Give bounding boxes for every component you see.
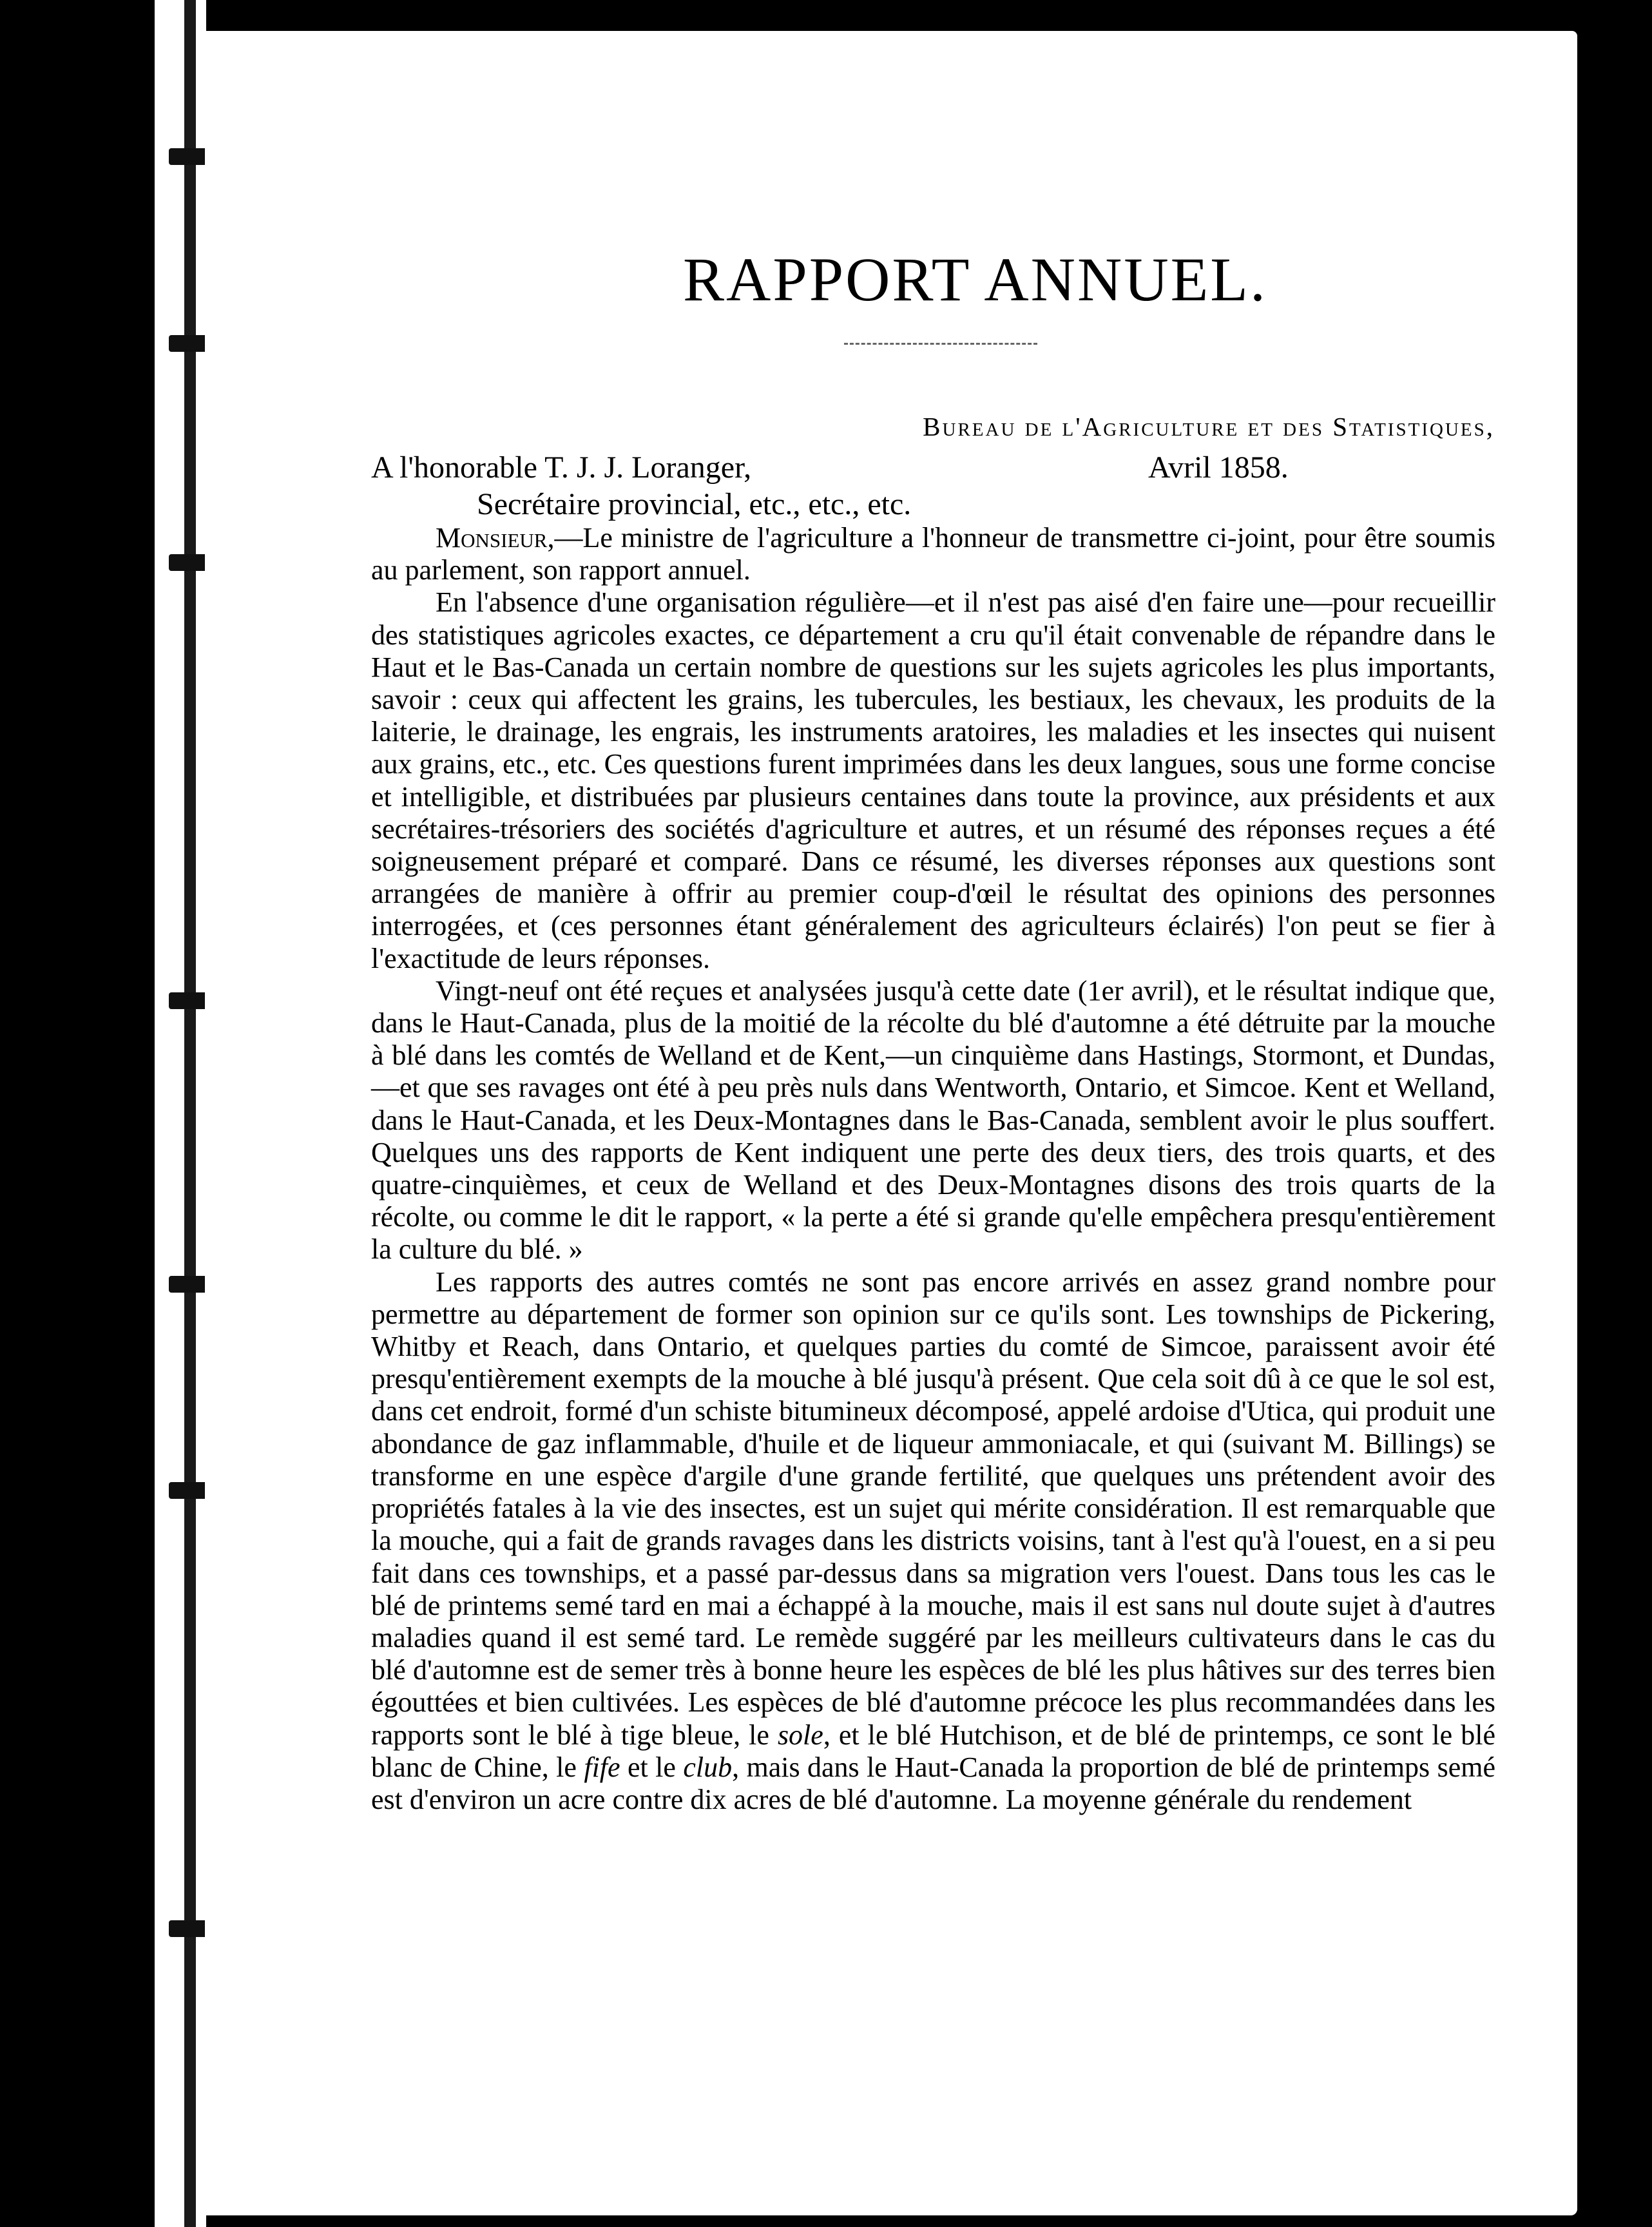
paragraph-1-text: —Le ministre de l'agriculture a l'honneur de transmettre ci-joint, pour être soumis au parlement, son rapport annuel. [371, 522, 1495, 586]
binding-thread [184, 0, 196, 2227]
term-fife: fife [584, 1751, 620, 1783]
addressee: A l'honorable T. J. J. Loranger, [371, 450, 752, 485]
binding-strip [155, 0, 206, 2227]
addressee-title: Secrétaire provincial, etc., etc., etc. [477, 487, 912, 521]
page-title: RAPPORT ANNUEL. [683, 245, 1267, 314]
paragraph-2: En l'absence d'une organisation régulière—et il n'est pas aisé d'en faire une—pour recueillir des statistiques agricoles exactes, ce département a cru qu'il était convenable de répandre dans le Haut et le Bas-Canada un certain nombre de questions sur les sujets agricoles les plus importants, savoir : ceux qui affectent les grains, les tubercules, les bestiaux, les chevaux, les produits de la laiterie, le drainage, les engrais, les instruments aratoires, les maladies et les insectes qui nuisent aux grains, etc., etc. Ces questions furent imprimées dans les deux langues, sous une forme concise et intelligible, et distribuées par plusieurs centaines dans toute la province, aux présidents et aux secrétaires-trésoriers des sociétés d'agriculture et autres, et un résumé des réponses reçues a été soigneusement préparé et comparé. Dans ce résumé, les diverses réponses aux questions sont arrangées de manière à offrir au premier coup-d'œil le résultat des opinions des personnes interrogées, et (ces personnes étant généralement des agriculteurs éclairés) l'on peut se fier à l'exactitude de leurs réponses. [371, 586, 1495, 974]
title-divider [844, 343, 1037, 345]
paragraph-4-text-b: , et le blé Hutchison, et de blé de printemps, ce sont le blé blanc de Chine, le [371, 1719, 1495, 1783]
paragraph-4-text-d: , mais dans le Haut-Canada la proportion de blé de printemps semé est d'environ un acre contre dix acres de blé d'automne. La moyenne générale du rendement [371, 1751, 1495, 1815]
bureau-heading: Bureau de l'Agriculture et des Statistiques, [923, 412, 1495, 441]
paragraph-3: Vingt-neuf ont été reçues et analysées jusqu'à cette date (1er avril), et le résultat indique que, dans le Haut-Canada, plus de la moitié de la récolte du blé d'automne a été détruite par la mouche à blé dans les comtés de Welland et de Kent,—un cinquième dans Hastings, Stormont, et Dundas,—et que ses ravages ont été à peu près nuls dans Wentworth, Ontario, et Simcoe. Kent et Welland, dans le Haut-Canada, et les Deux-Montagnes dans le Bas-Canada, semblent avoir le plus souffert. Quelques uns des rapports de Kent indiquent une perte des deux tiers, des trois quarts, et des quatre-cinquièmes, et ceux de Welland et des Deux-Montagnes disons des trois quarts de la récolte, ou comme le dit le rapport, « la perte a été si grande qu'elle empêchera presqu'entièrement la culture du blé. » [371, 974, 1495, 1266]
document-page [205, 31, 1577, 2215]
paragraph-4-text-a: Les rapports des autres comtés ne sont pas encore arrivés en assez grand nombre pour permettre au département de former son opinion sur ce qu'ils sont. Les townships de Pickering, Whitby et Reach, dans Ontario, et quelques parties du comté de Simcoe, paraissent avoir été presqu'entièrement exempts de la mouche à blé jusqu'à présent. Que cela soit dû à ce que le sol est, dans cet endroit, formé d'un schiste bitumineux décomposé, appelé ardoise d'Utica, qui produit une abondance de gaz inflammable, d'huile et de liqueur ammoniacale, et qui (suivant M. Billings) se transforme en une espèce d'argile d'une grande fertilité, que quelques uns prétendent avoir des propriétés fatales à la vie des insectes, est un sujet qui mérite considération. Il est remarquable que la mouche, qui a fait de grands ravages dans les districts voisins, tant à l'est qu'à l'ouest, en a si peu fait dans ces townships, et a passé par-dessus dans sa migration vers l'ouest. Dans tous les cas le blé de printems semé tard en mai a échappé à la mouche, mais il est sans nul doute sujet à d'autres maladies quand il est semé tard. Le remède suggéré par les meilleurs cultivateurs dans le cas du blé d'automne est de semer très à bonne heure les espèces de blé les plus hâtives sur des terres bien égouttées et bien cultivées. Les espèces de blé d'automne précoce les plus recommandées dans les rapports sont le blé à tige bleue, le [371, 1266, 1495, 1751]
term-sole: sole [777, 1719, 823, 1751]
salutation: Monsieur, [436, 522, 555, 554]
paragraph-4-text-c: et le [620, 1751, 684, 1783]
letter-date: Avril 1858. [1148, 450, 1289, 485]
term-club: club [683, 1751, 733, 1783]
scan-left-margin [0, 0, 155, 2227]
paragraph-1 [371, 522, 1495, 586]
paragraph-4 [371, 1266, 1495, 1816]
letter-body [371, 522, 1495, 1816]
